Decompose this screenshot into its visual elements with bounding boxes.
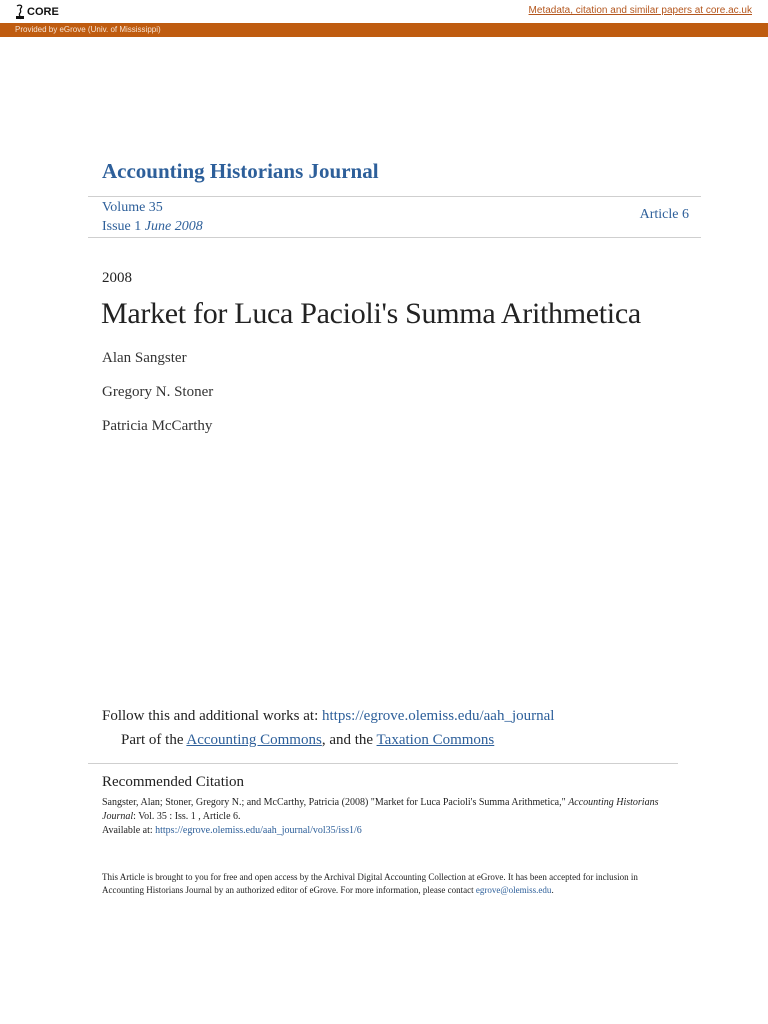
accounting-commons-link[interactable]: Accounting Commons [186,732,322,748]
divider-citation [88,763,678,764]
follow-url-link[interactable]: https://egrove.olemiss.edu/aah_journal [321,708,555,724]
part-of-middle: , and the [321,732,377,748]
author-3: Patricia McCarthy [102,418,213,434]
citation-details: : Vol. 35 : Iss. 1 , Article 6. [133,811,241,822]
core-metadata-link[interactable]: Metadata, citation and similar papers at core.ac.uk [528,5,752,16]
publication-year: 2008 [102,270,132,286]
author-1: Alan Sangster [102,350,187,366]
volume-link[interactable]: Volume 35 [102,200,163,215]
access-notice [102,871,662,897]
available-url-link[interactable]: https://egrove.olemiss.edu/aah_journal/vol35/iss1/6 [155,825,362,836]
journal-title[interactable]: Accounting Historians Journal [102,159,379,183]
notice-text: This Article is brought to you for free and open access by the Archival Digital Accounting Collection at eGrove. It has been accepted for inclusion in Accounting Historians Journal by an authorized editor of eGrove. For more information, please contact [102,872,638,895]
core-header-bar [0,0,768,23]
provided-by-bar [0,23,768,37]
contact-email-link[interactable]: egrove@olemiss.edu [475,885,552,895]
divider-bottom [88,237,701,238]
part-of-prefix: Part of the [121,732,187,748]
available-label: Available at: [102,825,156,836]
citation-journal: Accounting Historians Journal [102,797,659,822]
taxation-commons-link[interactable]: Taxation Commons [376,732,495,748]
paper-title: Market for Luca Pacioli's Summa Arithmetica [101,297,641,330]
core-logo-text: CORE [27,5,59,18]
citation-text: Sangster, Alan; Stoner, Gregory N.; and McCarthy, Patricia (2008) "Market for Luca Pacioli's Summa Arithmetica," [102,797,569,808]
author-2: Gregory N. Stoner [102,384,214,400]
issue-date: June 2008 [144,219,203,234]
part-of-line [121,732,494,749]
issue-line[interactable] [102,217,203,236]
divider-top [88,196,701,197]
follow-line [102,708,554,725]
issue-link[interactable]: Issue 1 [102,219,142,234]
citation-block [102,796,662,838]
article-number[interactable]: Article 6 [639,207,689,222]
notice-end: . [551,885,554,895]
recommended-citation-heading: Recommended Citation [102,774,245,790]
core-logo[interactable] [15,3,59,20]
provided-by-text: Provided by eGrove (Univ. of Mississippi) [15,25,161,34]
core-logo-icon [15,4,25,20]
follow-prefix: Follow this and additional works at: [102,708,322,724]
